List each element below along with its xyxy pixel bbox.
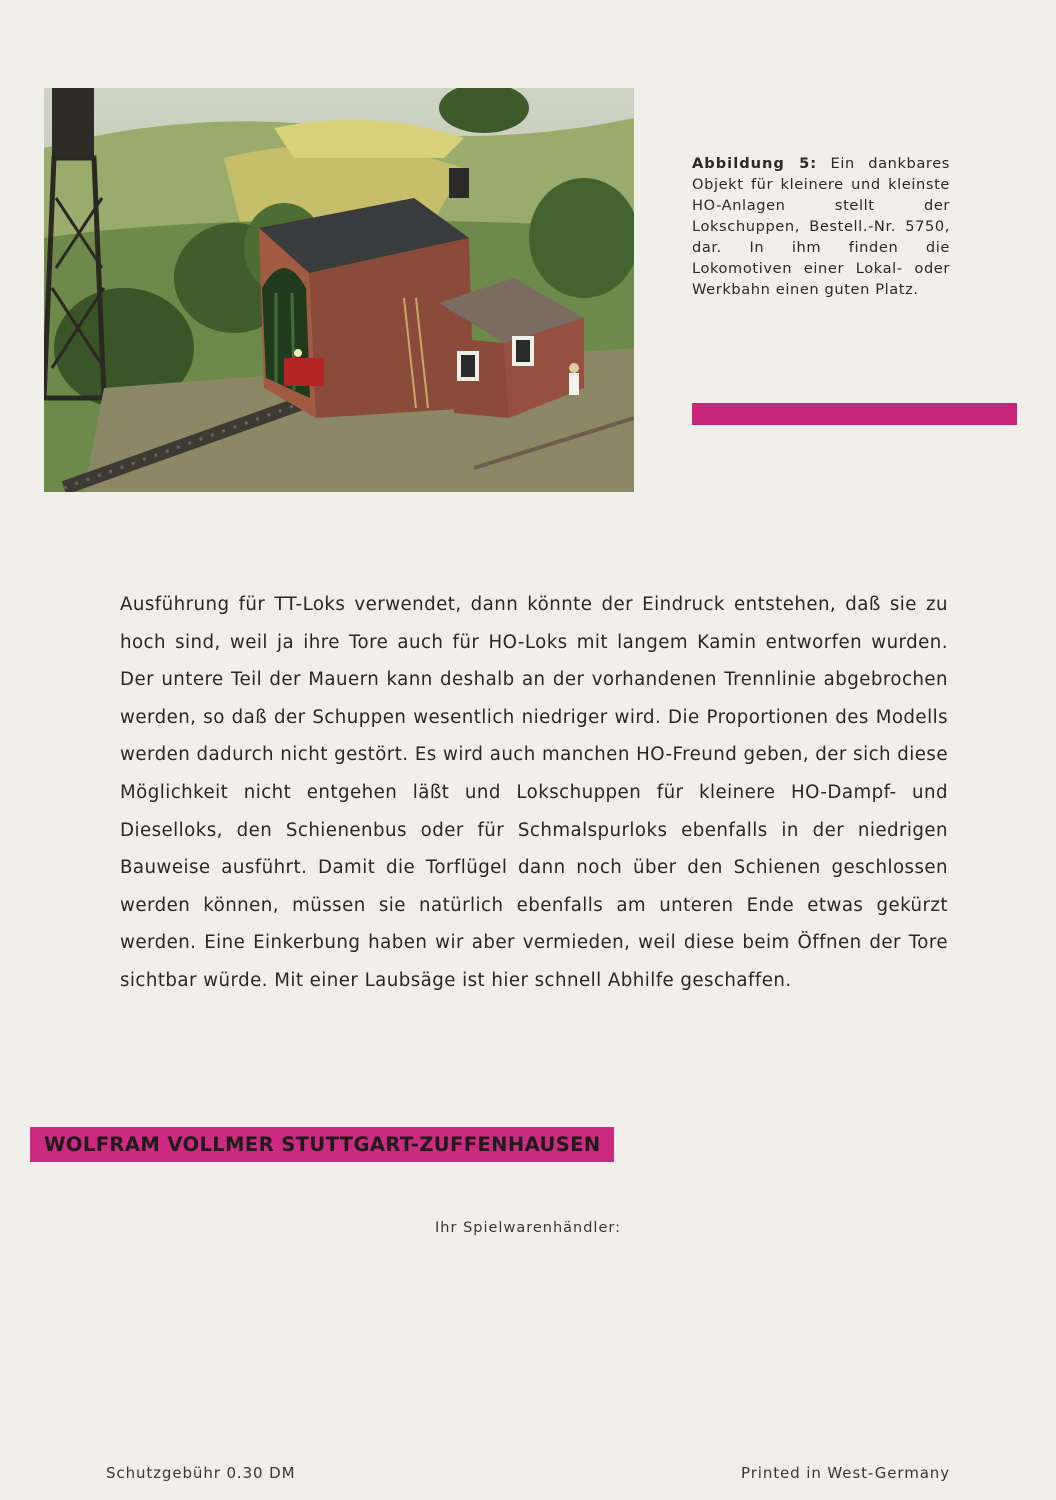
photo-caption — [692, 153, 950, 300]
printed-in: Printed in West-Germany — [741, 1464, 950, 1482]
accent-bar — [692, 403, 1017, 425]
protection-fee: Schutzgebühr 0.30 DM — [106, 1464, 296, 1482]
caption-label: Abbildung 5: — [692, 155, 818, 172]
publisher-name: WOLFRAM VOLLMER STUTTGART-ZUFFENHAUSEN — [44, 1133, 601, 1156]
photo-illustration — [44, 88, 634, 492]
publisher-band — [30, 1127, 614, 1162]
caption-text: Ein dankbares Objekt für kleinere und kleinste HO-Anlagen stellt der Lokschuppen, Bestell.-Nr. 5750, dar. In ihm finden die Lokomotiven einer Lokal- oder Werkbahn einen guten Platz. — [692, 155, 950, 298]
dealer-label: Ihr Spielwarenhändler: — [435, 1220, 621, 1236]
locomotive-shed-photo — [44, 88, 634, 492]
body-paragraph: Ausführung für TT-Loks verwendet, dann könnte der Eindruck entstehen, daß sie zu hoch sind, weil ja ihre Tore auch für HO-Loks mit langem Kamin entworfen wurden. Der untere Teil der Mauern kann deshalb an der vorhandenen Trennlinie abgebrochen werden, so daß der Schuppen wesentlich niedriger wird. Die Proportionen des Modells werden dadurch nicht gestört. Es wird auch manchen HO-Freund geben, der sich diese Möglichkeit nicht entgehen läßt und Lokschuppen für kleinere HO-Dampf- und Dieselloks, den Schienenbus oder für Schmalspurloks ebenfalls in der niedrigen Bauweise ausführt. Damit die Torflügel dann noch über den Schienen geschlossen werden können, müssen sie natürlich ebenfalls am unteren Ende etwas gekürzt werden. Eine Einkerbung haben wir aber vermieden, weil diese beim Öffnen der Tore sichtbar würde. Mit einer Laubsäge ist hier schnell Abhilfe geschaffen. — [120, 594, 948, 991]
